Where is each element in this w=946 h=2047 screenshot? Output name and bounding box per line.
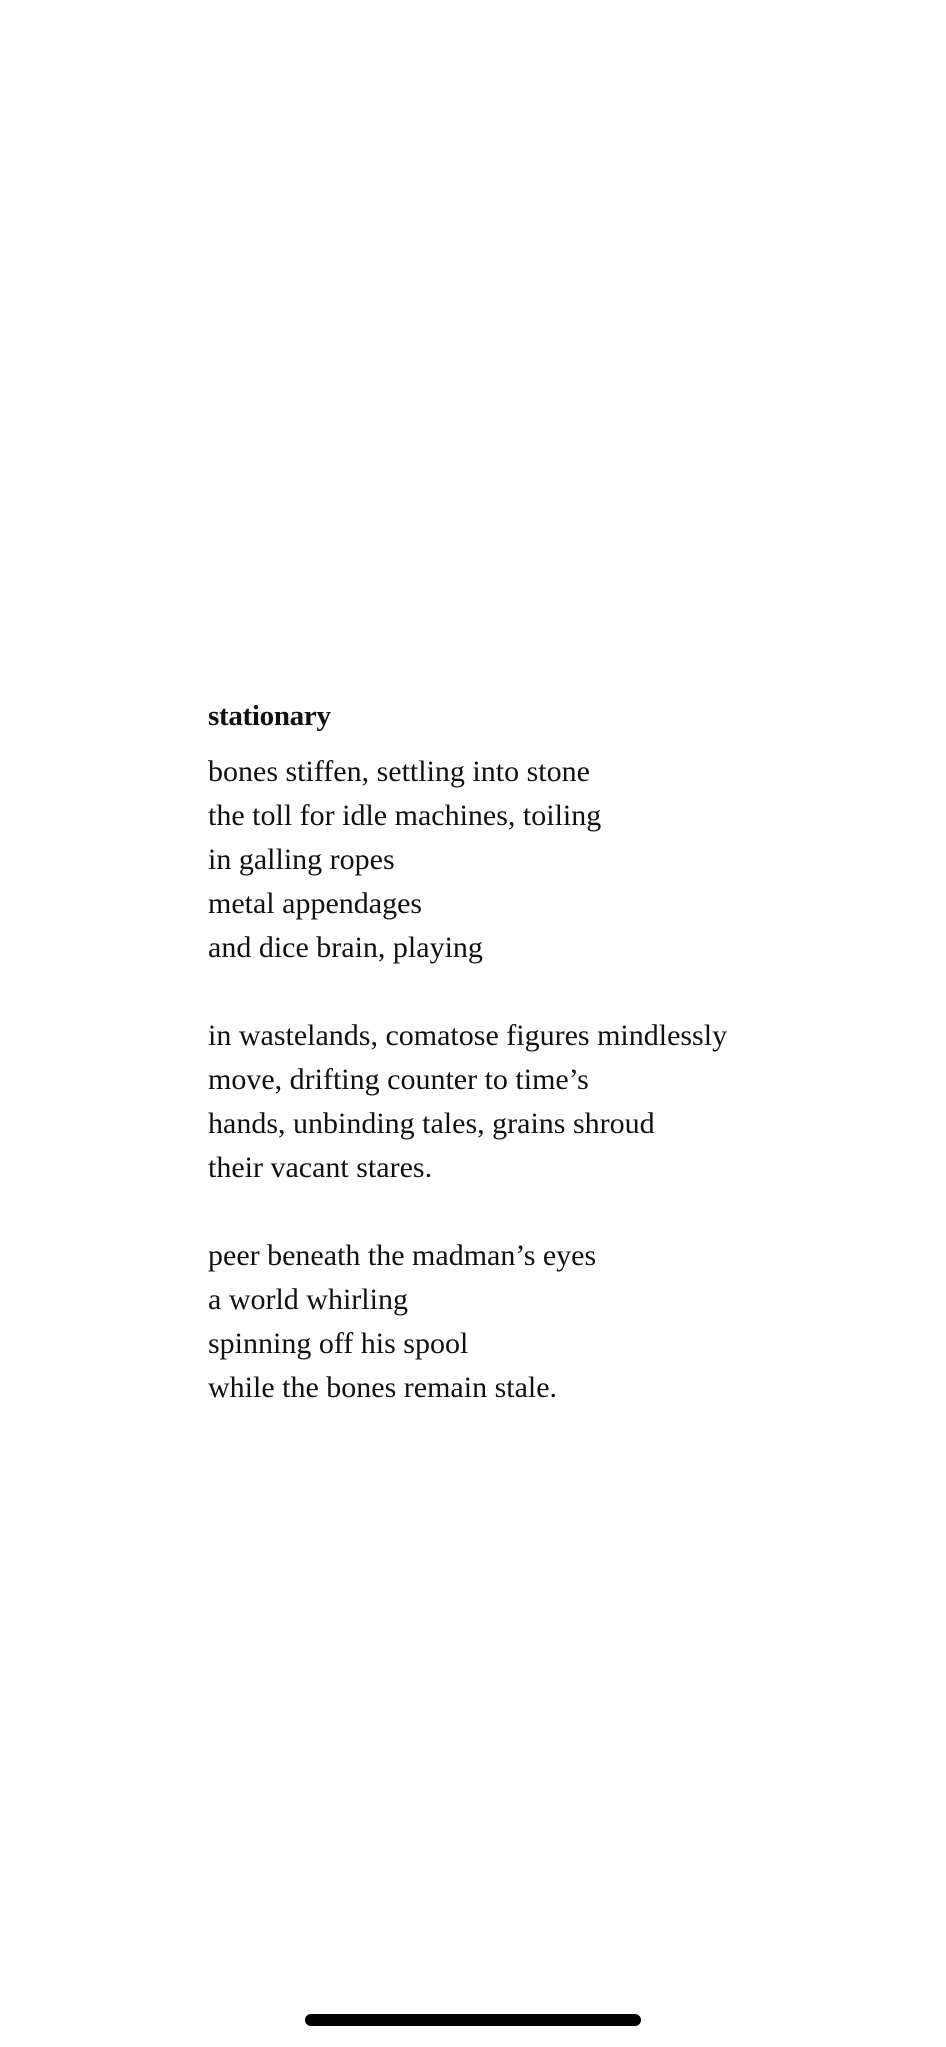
poem-container	[208, 690, 908, 1410]
poem-line: in galling ropes	[208, 843, 395, 876]
poem-line: the toll for idle machines, toiling	[208, 799, 602, 832]
poem-line: bones stiffen, settling into stone	[208, 755, 590, 788]
poem-line: in wastelands, comatose figures mindlessly	[208, 1019, 728, 1052]
poem-title: stationary	[208, 700, 331, 732]
poem-line: their vacant stares.	[208, 1151, 433, 1184]
poem-line: hands, unbinding tales, grains shroud	[208, 1107, 655, 1140]
poem-line: a world whirling	[208, 1283, 408, 1316]
poem-line: move, drifting counter to time’s	[208, 1063, 589, 1096]
stanza-3	[208, 1234, 908, 1410]
stanza-2	[208, 1014, 908, 1190]
poem-line: spinning off his spool	[208, 1327, 469, 1360]
poem-line: and dice brain, playing	[208, 931, 483, 964]
home-indicator-bar[interactable]	[305, 2014, 641, 2026]
poem-line: while the bones remain stale.	[208, 1371, 558, 1404]
stanza-1	[208, 750, 908, 970]
poem-line: metal appendages	[208, 887, 423, 920]
poem-line: peer beneath the madman’s eyes	[208, 1239, 597, 1272]
